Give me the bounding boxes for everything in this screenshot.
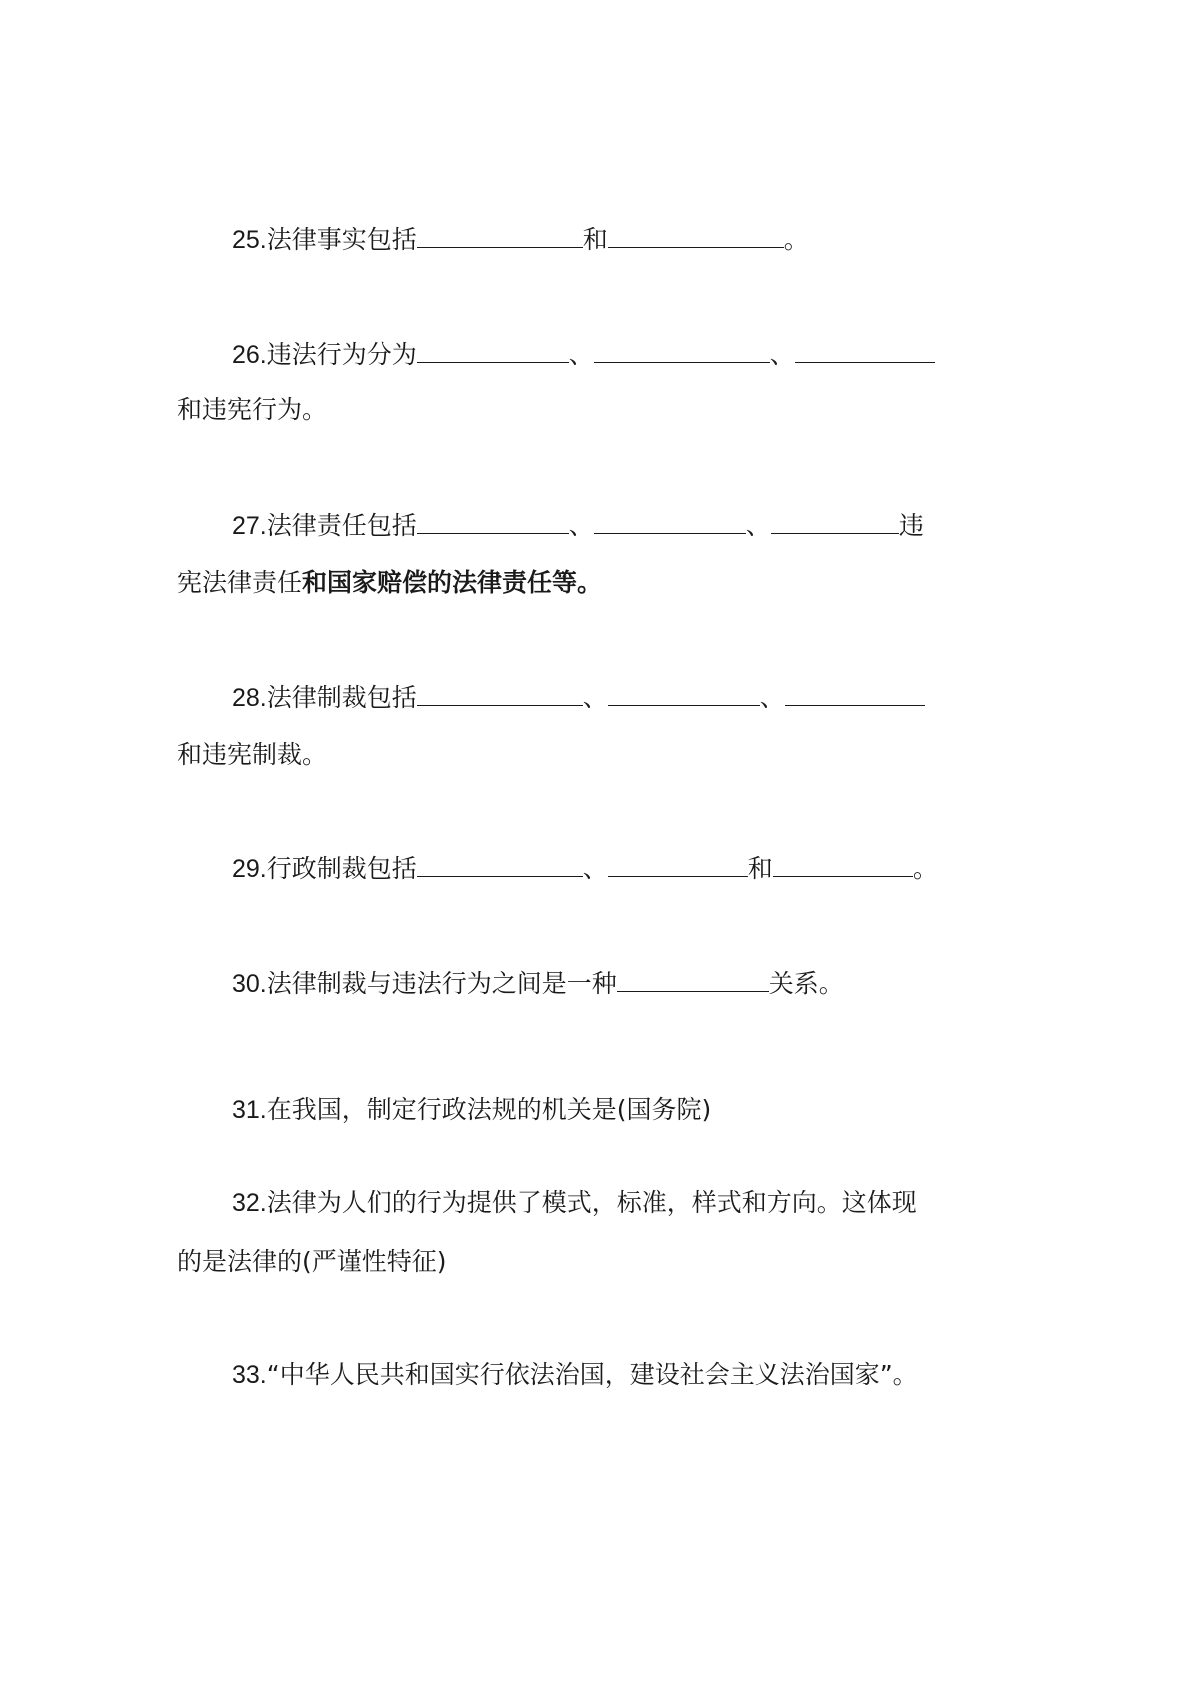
separator: 、 bbox=[582, 854, 608, 883]
answer-blank[interactable] bbox=[795, 342, 935, 363]
answer-blank[interactable] bbox=[417, 685, 583, 706]
question-text: 在我国，制定行政法规的机关是(国务院) bbox=[266, 1095, 712, 1124]
question-text: 违法行为分为 bbox=[266, 340, 417, 369]
question-number: 26. bbox=[232, 341, 267, 369]
question-27 bbox=[0, 508, 1190, 544]
question-28-continuation bbox=[0, 737, 1190, 773]
question-33 bbox=[0, 1357, 1190, 1393]
answer-blank[interactable] bbox=[608, 685, 760, 706]
question-number: 33. bbox=[232, 1361, 267, 1389]
separator: 、 bbox=[745, 511, 771, 540]
question-text-bold: 和国家赔偿的法律责任等。 bbox=[302, 568, 603, 597]
answer-blank[interactable] bbox=[417, 856, 583, 877]
answer-blank[interactable] bbox=[594, 342, 770, 363]
punctuation: 。 bbox=[783, 225, 809, 254]
question-25 bbox=[0, 222, 1190, 258]
question-text: 法律制裁包括 bbox=[266, 683, 417, 712]
question-32-continuation bbox=[0, 1244, 1190, 1280]
answer-blank[interactable] bbox=[594, 513, 746, 534]
question-32 bbox=[0, 1185, 1190, 1221]
question-26-continuation bbox=[0, 392, 1190, 428]
question-26 bbox=[0, 337, 1190, 373]
answer-blank[interactable] bbox=[417, 342, 569, 363]
answer-blank[interactable] bbox=[771, 513, 899, 534]
question-text: 关系。 bbox=[768, 969, 844, 998]
separator: 、 bbox=[582, 683, 608, 712]
question-30 bbox=[0, 966, 1190, 1002]
question-number: 27. bbox=[232, 512, 267, 540]
question-29 bbox=[0, 851, 1190, 887]
answer-blank[interactable] bbox=[608, 856, 748, 877]
question-number: 31. bbox=[232, 1096, 267, 1124]
answer-blank[interactable] bbox=[617, 971, 769, 992]
question-27-continuation bbox=[0, 565, 1190, 601]
answer-blank[interactable] bbox=[417, 513, 569, 534]
question-text: 法律制裁与违法行为之间是一种 bbox=[266, 969, 617, 998]
question-number: 29. bbox=[232, 855, 267, 883]
question-number: 32. bbox=[232, 1189, 267, 1217]
answer-blank[interactable] bbox=[785, 685, 925, 706]
answer-blank[interactable] bbox=[417, 227, 583, 248]
separator: 和 bbox=[582, 225, 608, 254]
question-number: 30. bbox=[232, 970, 267, 998]
question-text: 法律为人们的行为提供了模式，标准，样式和方向。这体现 bbox=[266, 1188, 917, 1217]
answer-blank[interactable] bbox=[608, 227, 784, 248]
answer-blank[interactable] bbox=[773, 856, 913, 877]
question-text: “中华人民共和国实行依法治国，建设社会主义法治国家”。 bbox=[266, 1360, 918, 1389]
question-text: 宪法律责任 bbox=[177, 568, 303, 597]
question-text: 违 bbox=[898, 511, 924, 540]
separator: 、 bbox=[769, 340, 795, 369]
question-text: 法律事实包括 bbox=[266, 225, 417, 254]
separator: 、 bbox=[568, 340, 594, 369]
separator: 、 bbox=[759, 683, 785, 712]
question-text: 和违宪行为。 bbox=[177, 395, 328, 424]
question-text: 法律责任包括 bbox=[266, 511, 417, 540]
question-text: 的是法律的(严谨性特征) bbox=[177, 1247, 447, 1276]
question-text: 行政制裁包括 bbox=[266, 854, 417, 883]
question-31 bbox=[0, 1092, 1190, 1128]
question-28 bbox=[0, 680, 1190, 716]
punctuation: 。 bbox=[912, 854, 938, 883]
question-number: 25. bbox=[232, 226, 267, 254]
separator: 、 bbox=[568, 511, 594, 540]
separator: 和 bbox=[747, 854, 773, 883]
question-number: 28. bbox=[232, 684, 267, 712]
question-text: 和违宪制裁。 bbox=[177, 740, 328, 769]
